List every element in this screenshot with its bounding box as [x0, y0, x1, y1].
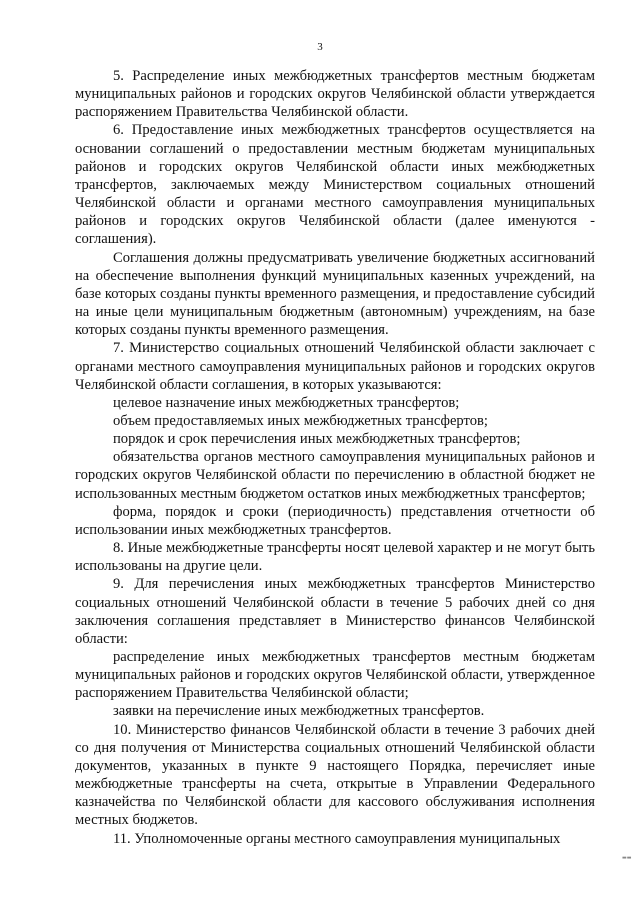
- paragraph-9: 9. Для перечисления иных межбюджетных трансфертов Министерство социальных отношений Челябинской области в течение 5 рабочих дней со дня заключения соглашения представляет в Министерство финансов Челябинской области:: [75, 576, 595, 647]
- list-item-purpose: целевое назначение иных межбюджетных трансфертов;: [113, 394, 460, 411]
- list-item-reporting: форма, порядок и сроки (периодичность) представления отчетности об использовании иных межбюджетных трансфертов.: [75, 503, 595, 538]
- list-item-requests: заявки на перечисление иных межбюджетных трансфертов.: [113, 703, 485, 720]
- page-number: 3: [317, 41, 323, 53]
- paragraph-11: 11. Уполномоченные органы местного самоуправления муниципальных: [113, 830, 561, 847]
- paragraph-agreements: Соглашения должны предусматривать увеличение бюджетных ассигнований на обеспечение выполнения функций муниципальных казенных учреждений, на базе которых созданы пункты временного размещения, и предоставление субсидий на иные цели муниципальным бюджетным (автономным) учреждениям, на базе которых созданы пункты временного размещения.: [75, 249, 595, 339]
- list-item-procedure: порядок и срок перечисления иных межбюджетных трансфертов;: [113, 431, 521, 448]
- paragraph-7: 7. Министерство социальных отношений Челябинской области заключает с органами местного самоуправления муниципальных районов и городских округов Челябинской области соглашения, в которых указываются:: [75, 340, 595, 393]
- list-item-distribution: распределение иных межбюджетных трансфертов местным бюджетам муниципальных районов и городских округов Челябинской области, утвержденное распоряжением Правительства Челябинской области;: [75, 649, 595, 702]
- list-item-volume: объем предоставляемых иных межбюджетных трансфертов;: [113, 412, 488, 429]
- list-item-obligations: обязательства органов местного самоуправления муниципальных районов и городских округов Челябинской области по перечислению в областной бюджет не использованных местным бюджетом остатков иных межбюджетных трансфертов;: [75, 449, 595, 502]
- scan-margin-mark: ▬▬: [622, 855, 632, 861]
- document-body: [75, 67, 595, 848]
- paragraph-5: 5. Распределение иных межбюджетных трансфертов местным бюджетам муниципальных районов и городских округов Челябинской области утверждается распоряжением Правительства Челябинской области.: [75, 68, 595, 121]
- paragraph-10: 10. Министерство финансов Челябинской области в течение 3 рабочих дней со дня получения от Министерства социальных отношений Челябинской области документов, указанных в пункте 9 настоящего Порядка, перечисляет иные межбюджетные трансферты на счета, открытые в Управлении Федерального казначейства по Челябинской области для кассового обслуживания исполнения местных бюджетов.: [75, 721, 595, 829]
- paragraph-8: 8. Иные межбюджетные трансферты носят целевой характер и не могут быть использованы на другие цели.: [75, 540, 595, 575]
- paragraph-6: 6. Предоставление иных межбюджетных трансфертов осуществляется на основании соглашений о предоставлении местным бюджетам муниципальных районов и городских округов Челябинской области иных межбюджетных трансфертов, заключаемых между Министерством социальных отношений Челябинской области и органами местного самоуправления муниципальных районов и городских округов Челябинской области (далее именуются - соглашения).: [75, 122, 595, 248]
